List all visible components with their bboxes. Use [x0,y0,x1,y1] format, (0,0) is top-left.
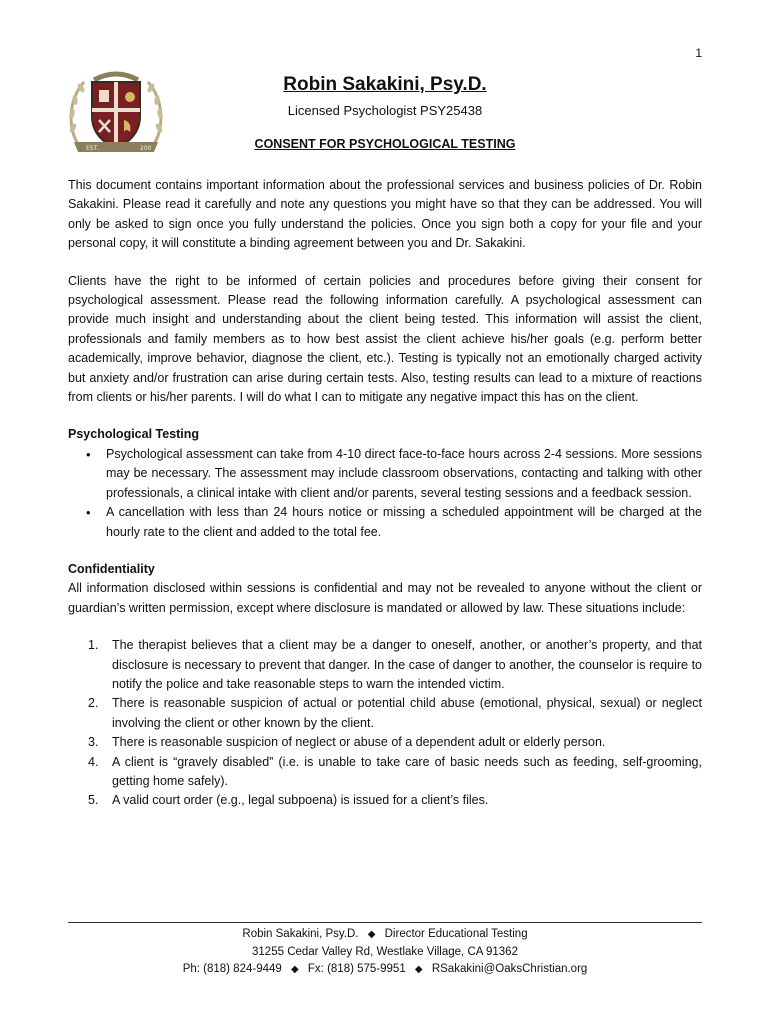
list-item: 3. There is reasonable suspicion of neglect or abuse of a dependent adult or elderly person. [88,735,606,750]
page-footer [68,926,702,979]
list-item: • A cancellation with less than 24 hours notice or missing a scheduled appointment will be charged at the hourly rate to the client and added to the total fee. [106,503,702,542]
diamond-icon: ◆ [414,964,423,975]
email-link[interactable]: RSakakini@OaksChristian.org [431,963,588,975]
svg-text:200: 200 [140,145,152,152]
svg-text:EST.: EST. [86,145,99,152]
list-item: 2. There is reasonable suspicion of actual or potential child abuse (emotional, physical, sexual) or neglect involving the client or other known by the client. [88,696,702,730]
intro-paragraph: Clients have the right to be informed of certain policies and procedures before giving their consent for psychological assessment. Please read the following information carefully. A psychological assessment can provide much insight and understanding about the client being tested. This information will assist the client, professionals and family members as to how best assist the client achieve his/her goals (e.g. perform better academically, improve behavior, diagnose the client, etc.). Testing is typically not an emotionally charged activity but anxiety and/or frustration can arise during certain tests. Also, testing results can lead to a mixture of reactions from clients or his/her parents. I will do what I can to mitigate any negative impact this has on the client. [68,273,702,405]
confidentiality-intro: All information disclosed within sessions is confidential and may not be revealed to anyone without the client or guardian’s written permission, except where disclosure is mandated or allowed by law. These situations include: [68,581,702,615]
page-number: 1 [695,46,702,60]
testing-list [68,445,702,542]
document-body [68,176,702,811]
footer-line-1: Robin Sakakini, Psy.D. ◆ Director Educational Testing [242,928,528,940]
list-item: • Psychological assessment can take from 4-10 direct face-to-face hours across 2-4 sessions. More sessions may be necessary. The assessment may include classroom observations, contacting and talking with other professionals, a clinical intake with client and/or parents, several testing sessions and a feedback session. [106,445,702,503]
diamond-icon: ◆ [291,964,299,975]
list-item: 5. A valid court order (e.g., legal subpoena) is issued for a client’s files. [88,793,489,808]
diamond-icon: ◆ [367,929,376,940]
crest-logo [64,66,168,162]
footer-address: 31255 Cedar Valley Rd, Westlake Village, CA 91362 [252,945,518,958]
confidentiality-list [68,636,702,811]
footer-contact: Ph: (818) 824-9449 ◆ Fx: (818) 575-9951 ◆ RSakakini@OaksChristian.org [182,963,588,975]
footer-divider [68,922,702,923]
list-item: 1. The therapist believes that a client may be a danger to oneself, another, or another’s property, and that disclosure is necessary to prevent that danger. In the case of danger to another, the counselor is require to notify the police and take reasonable steps to warn the intended victim. [88,638,702,691]
section-heading-confidentiality: Confidentiality [68,561,155,576]
section-heading-testing: Psychological Testing [68,427,200,442]
license-number: Licensed Psychologist PSY25438 [287,103,483,118]
psychologist-name: Robin Sakakini, Psy.D. [283,74,487,95]
intro-paragraph: This document contains important information about the professional services and business policies of Dr. Robin Sakakini. Please read it carefully and note any questions you might have so that they can be addressed. You will only be asked to sign once you fully understand the policies. Once you sign both a copy for your file and your personal copy, it will constitute a binding agreement between you and Dr. Sakakini. [68,178,702,251]
document-title: CONSENT FOR PSYCHOLOGICAL TESTING [254,137,516,151]
list-item: 4. A client is “gravely disabled” (i.e. is unable to take care of basic needs such as feeding, self-grooming, getting home safely). [88,754,702,788]
document-header [180,72,590,151]
